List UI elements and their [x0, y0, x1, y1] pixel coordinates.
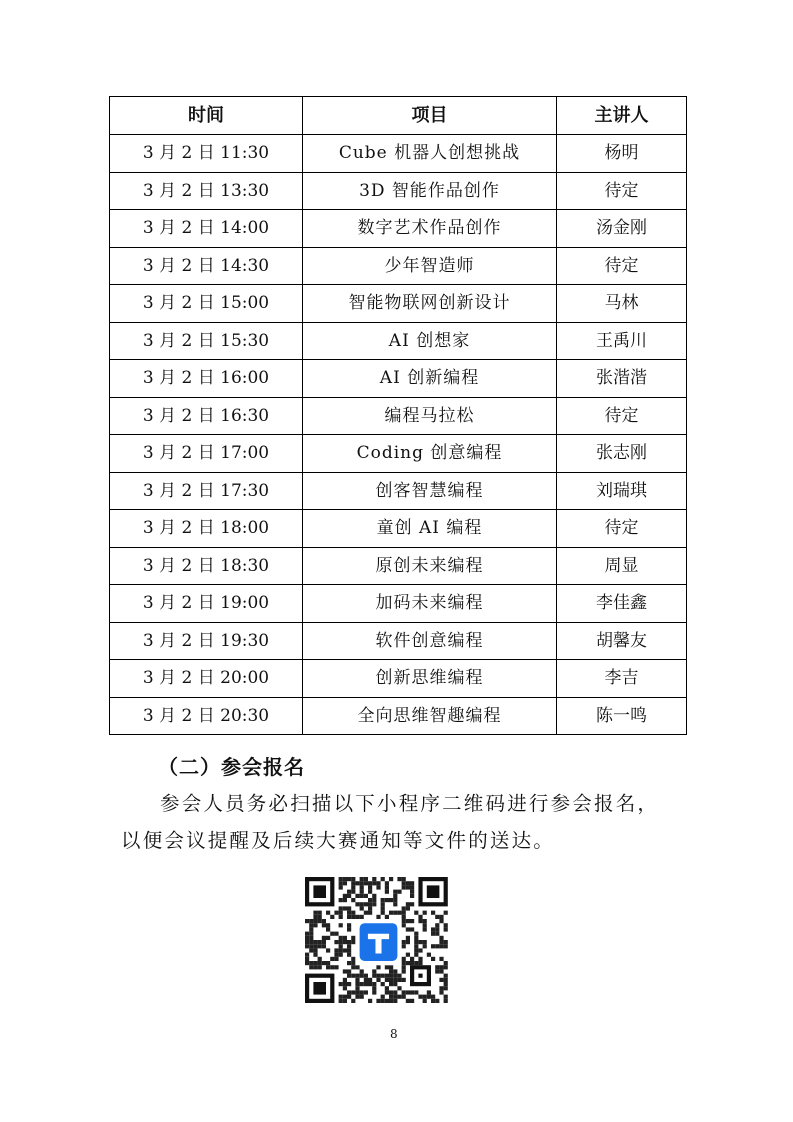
- table-row: [110, 135, 687, 173]
- table-row: [110, 510, 687, 548]
- table-row: [110, 585, 687, 623]
- page-number: 8: [390, 1027, 398, 1041]
- cell-time: 3 月 2 日 18:00: [110, 510, 303, 548]
- cell-item: 原创未来编程: [303, 547, 557, 585]
- cell-item: Coding 创意编程: [303, 435, 557, 473]
- header-speaker: 主讲人: [557, 97, 687, 135]
- cell-item: Cube 机器人创想挑战: [303, 135, 557, 173]
- header-item: 项目: [303, 97, 557, 135]
- cell-time: 3 月 2 日 16:30: [110, 397, 303, 435]
- cell-item: 数字艺术作品创作: [303, 210, 557, 248]
- table-row: [110, 360, 687, 398]
- cell-time: 3 月 2 日 11:30: [110, 135, 303, 173]
- cell-item: 少年智造师: [303, 247, 557, 285]
- cell-speaker: 周显: [557, 547, 687, 585]
- table-row: [110, 397, 687, 435]
- cell-time: 3 月 2 日 13:30: [110, 172, 303, 210]
- cell-speaker: 刘瑞琪: [557, 472, 687, 510]
- cell-time: 3 月 2 日 14:30: [110, 247, 303, 285]
- cell-speaker: 马林: [557, 285, 687, 323]
- cell-speaker: 李吉: [557, 660, 687, 698]
- table-row: [110, 547, 687, 585]
- cell-time: 3 月 2 日 15:00: [110, 285, 303, 323]
- section-heading: （二）参会报名: [158, 755, 305, 779]
- cell-time: 3 月 2 日 15:30: [110, 322, 303, 360]
- cell-speaker: 待定: [557, 247, 687, 285]
- cell-time: 3 月 2 日 19:30: [110, 622, 303, 660]
- cell-item: 软件创意编程: [303, 622, 557, 660]
- cell-time: 3 月 2 日 14:00: [110, 210, 303, 248]
- cell-speaker: 张湝湝: [557, 360, 687, 398]
- schedule-body: [110, 135, 687, 735]
- table-row: [110, 435, 687, 473]
- cell-speaker: 汤金刚: [557, 210, 687, 248]
- cell-speaker: 李佳鑫: [557, 585, 687, 623]
- cell-item: 创新思维编程: [303, 660, 557, 698]
- cell-item: 智能物联网创新设计: [303, 285, 557, 323]
- table-row: [110, 697, 687, 735]
- qr-code-icon: [305, 877, 449, 1007]
- header-time: 时间: [110, 97, 303, 135]
- cell-time: 3 月 2 日 19:00: [110, 585, 303, 623]
- cell-time: 3 月 2 日 16:00: [110, 360, 303, 398]
- cell-time: 3 月 2 日 17:00: [110, 435, 303, 473]
- cell-item: 创客智慧编程: [303, 472, 557, 510]
- table-row: [110, 285, 687, 323]
- table-row: [110, 622, 687, 660]
- cell-time: 3 月 2 日 18:30: [110, 547, 303, 585]
- cell-item: 3D 智能作品创作: [303, 172, 557, 210]
- cell-item: 加码未来编程: [303, 585, 557, 623]
- table-row: [110, 472, 687, 510]
- cell-speaker: 胡馨友: [557, 622, 687, 660]
- table-row: [110, 322, 687, 360]
- cell-item: 全向思维智趣编程: [303, 697, 557, 735]
- cell-item: 童创 AI 编程: [303, 510, 557, 548]
- cell-speaker: 王禹川: [557, 322, 687, 360]
- cell-speaker: 待定: [557, 172, 687, 210]
- table-row: [110, 660, 687, 698]
- cell-time: 3 月 2 日 17:30: [110, 472, 303, 510]
- table-row: [110, 210, 687, 248]
- cell-speaker: 张志刚: [557, 435, 687, 473]
- cell-time: 3 月 2 日 20:30: [110, 697, 303, 735]
- cell-speaker: 陈一鸣: [557, 697, 687, 735]
- cell-item: AI 创新编程: [303, 360, 557, 398]
- registration-paragraph: 参会人员务必扫描以下小程序二维码进行参会报名，以便会议提醒及后续大赛通知等文件的送达。: [121, 792, 660, 852]
- cell-time: 3 月 2 日 20:00: [110, 660, 303, 698]
- schedule-table: [109, 96, 687, 735]
- cell-speaker: 待定: [557, 510, 687, 548]
- table-header-row: [110, 97, 687, 135]
- cell-speaker: 杨明: [557, 135, 687, 173]
- table-row: [110, 172, 687, 210]
- table-row: [110, 247, 687, 285]
- cell-item: 编程马拉松: [303, 397, 557, 435]
- cell-item: AI 创想家: [303, 322, 557, 360]
- cell-speaker: 待定: [557, 397, 687, 435]
